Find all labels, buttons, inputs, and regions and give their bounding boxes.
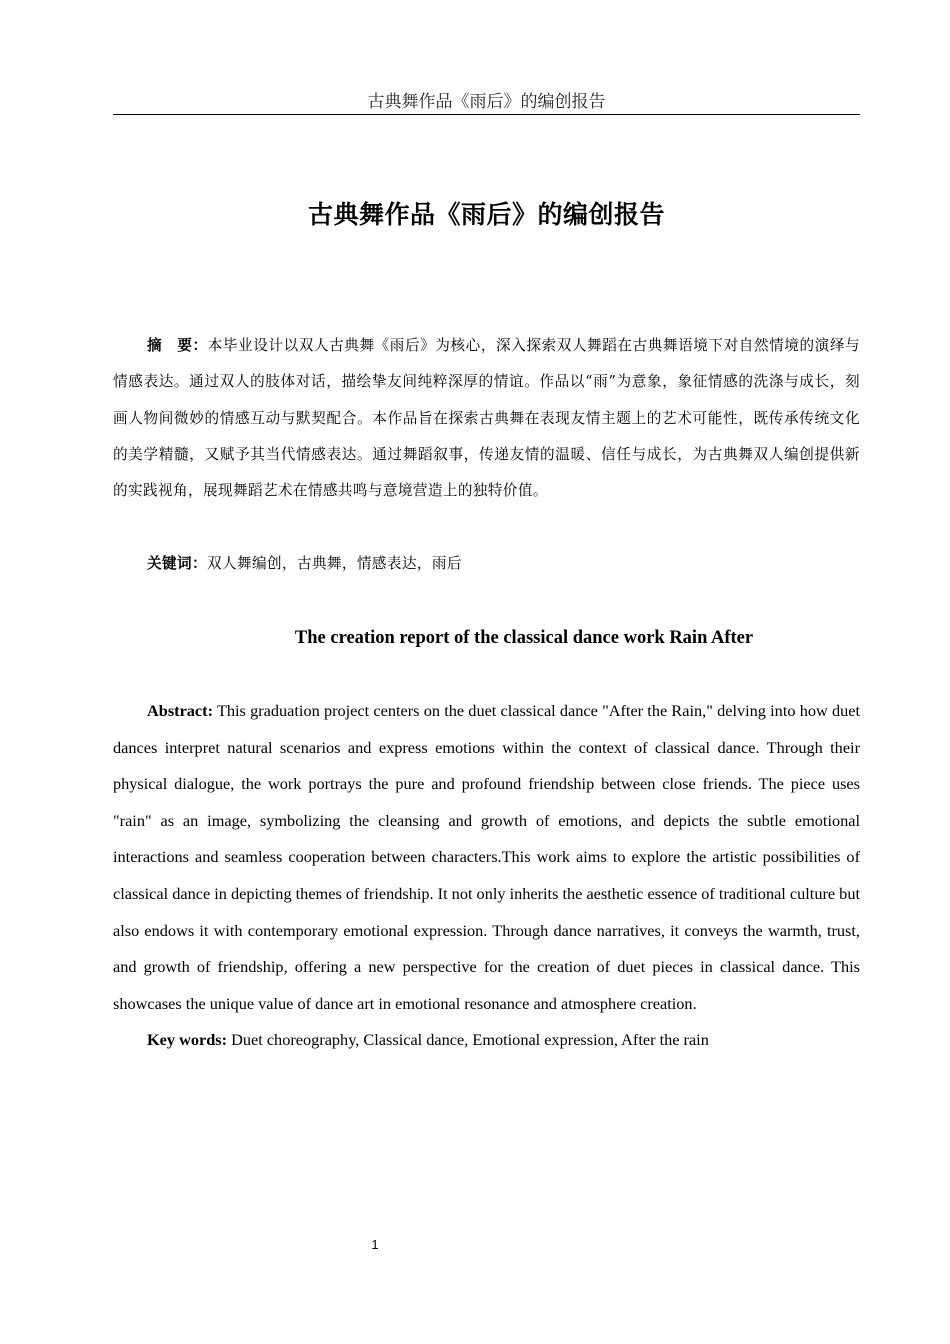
page-number: 1 [371, 1237, 379, 1252]
english-abstract-label: Abstract: [147, 701, 214, 720]
english-abstract-text: This graduation project centers on the duet classical dance "After the Rain," delving into how duet dances interpret natural scenarios and express emotions within the context of classical dance. Through their physical dialogue, the work portrays the pure and profound friendship between close friends. The piece uses "rain" as an image, symbolizing the cleansing and growth of emotions, and depicts the subtle emotional interactions and seamless cooperation between characters.This work aims to explore the artistic possibilities of classical dance in depicting themes of friendship. It not only inherits the aesthetic essence of traditional culture but also endows it with contemporary emotional expression. Through dance narratives, it conveys the warmth, trust, and growth of friendship, offering a new perspective for the creation of duet pieces in classical dance. This showcases the unique value of dance art in emotional resonance and atmosphere creation. [113, 701, 860, 1013]
chinese-abstract-text: 本毕业设计以双人古典舞《雨后》为核心，深入探索双人舞蹈在古典舞语境下对自然情境的演绎与情感表达。通过双人的肢体对话，描绘挚友间纯粹深厚的情谊。作品以“雨”为意象，象征情感的洗涤与成长，刻画人物间微妙的情感互动与默契配合。本作品旨在探索古典舞在表现友情主题上的艺术可能性，既传承传统文化的美学精髓，又赋予其当代情感表达。通过舞蹈叙事，传递友情的温暖、信任与成长，为古典舞双人编创提供新的实践视角，展现舞蹈艺术在情感共鸣与意境营造上的独特价值。 [113, 337, 860, 500]
chinese-abstract [113, 328, 860, 509]
header-rule [113, 114, 860, 115]
chinese-keywords-label: 关键词： [147, 555, 207, 572]
chinese-keywords [113, 546, 860, 582]
document-title: 古典舞作品《雨后》的编创报告 [307, 200, 665, 229]
chinese-abstract-label: 摘 要： [147, 337, 208, 354]
chinese-keywords-text: 双人舞编创，古典舞，情感表达，雨后 [206, 555, 462, 572]
english-abstract [113, 693, 860, 1022]
english-keywords-label: Key words: [147, 1030, 228, 1049]
english-title: The creation report of the classical dance work Rain After [294, 628, 754, 648]
running-header: 古典舞作品《雨后》的编创报告 [367, 92, 606, 112]
english-keywords-text: Duet choreography, Classical dance, Emotional expression, After the rain [227, 1030, 709, 1049]
english-keywords [113, 1022, 860, 1058]
